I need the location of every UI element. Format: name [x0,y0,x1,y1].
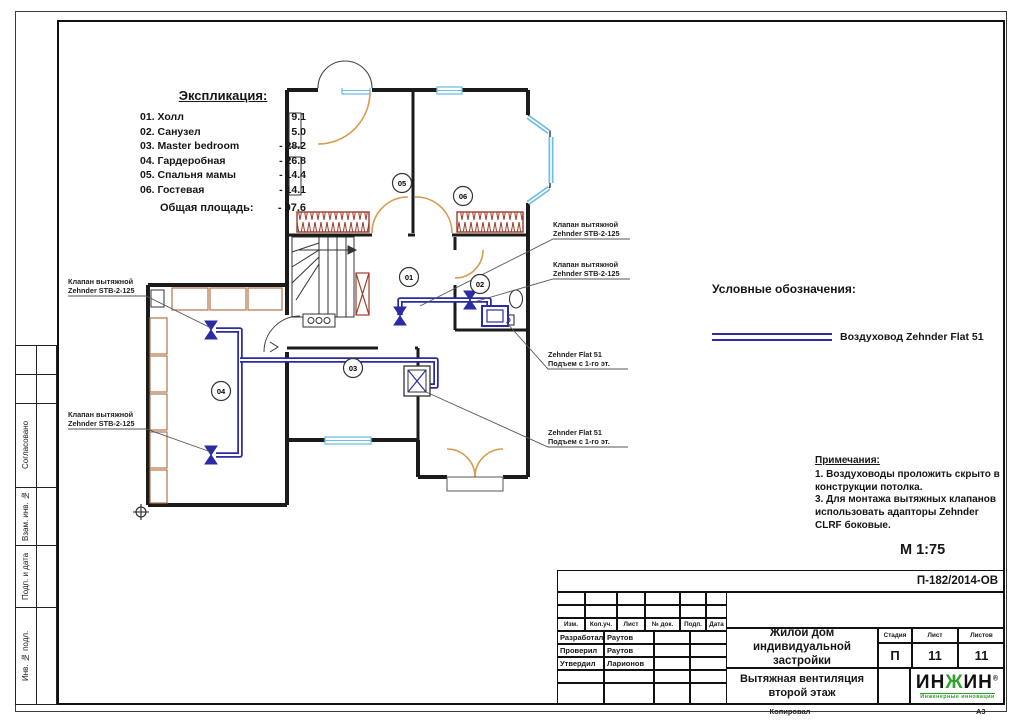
col-podp: Подп. [680,618,706,631]
doc-number: П-182/2014-ОВ [557,570,1005,592]
table-row: 05. Спальня мамы - 14.4 [140,169,306,181]
col-koluch: Кол.уч. [585,618,617,631]
riser-hall [404,366,430,396]
riser-callout: Zehnder Flat 51 [548,350,602,359]
corner-marker [133,504,149,520]
col-list: Лист [617,618,645,631]
notes-block [815,455,1001,533]
riser-callout: Zehnder Flat 51 [548,428,602,437]
sign-cell [654,631,690,644]
sign-cell [654,683,690,705]
role-label [557,683,604,705]
role-name: Раутов [604,644,654,657]
role-label: Проверил [557,644,604,657]
role-label [557,670,604,683]
table-row: 06. Гостевая - 14.1 [140,183,306,196]
room-number: 01 [404,273,414,282]
rev-cell [585,592,617,605]
riser-bathroom [482,306,508,326]
note-2: 3. Для монтажа вытяжных клапанов использовать адапторы Zehnder CLRF боковые. [815,494,997,531]
titleblock-empty-band [726,592,1005,628]
valve-callout: Клапан вытяжной [553,220,619,229]
date-cell [690,670,727,683]
stage-header: Стадия [878,628,912,643]
table-row: 01. Холл - 9.1 [140,111,306,123]
rev-cell [706,605,727,618]
rev-cell [557,592,585,605]
windows [325,87,551,444]
date-cell [690,644,727,657]
rev-cell [617,605,645,618]
rev-cell [585,605,617,618]
stage-value: П [878,643,912,668]
room-number: 02 [475,280,485,289]
svg-text:Zehnder STB-2-125: Zehnder STB-2-125 [553,269,620,278]
col-data: Дата [706,618,727,631]
role-name: Ларионов [604,657,654,670]
titleblock-small-cell [878,668,910,705]
shaft-hatched [356,273,369,315]
stamp-podp-label: Подп. и дата [21,552,30,600]
room-number: 06 [458,192,468,201]
rev-cell [617,592,645,605]
valve-icon [205,446,217,464]
sheets-header: Листов [958,628,1005,643]
notes-title: Примечания: [815,455,880,466]
sign-cell [654,657,690,670]
valve-icon [205,321,217,339]
radiators [297,212,523,232]
format-label: А3 [976,707,986,716]
object-title: Жилой дом индивидуальной застройки [726,628,878,668]
role-name: Раутов [604,631,654,644]
rev-cell [645,592,680,605]
legend-duct-label: Воздуховод Zehnder Flat 51 [840,331,984,343]
copied-label: Копировал [769,707,811,716]
drawing-title: Вытяжная вентиляция второй этаж [726,668,878,705]
role-name [604,670,654,683]
stamp-approved-label: Согласовано [21,420,30,470]
room-number: 04 [216,387,226,396]
entry-canopy-arc [318,61,372,88]
staircase [292,237,356,317]
explication-total: Общая площадь: - 97.6 [160,202,306,214]
logo-subtitle: Инженерные инновации [920,693,995,700]
legend-title: Условные обозначения: [712,282,856,296]
valve-icon [394,307,406,325]
room-number: 05 [397,179,407,188]
table-row: 03. Master bedroom - 28.2 [140,140,306,152]
col-ndok: № док. [645,618,680,631]
explication-title: Экспликация: [178,88,268,103]
door-direction-arrow [270,342,278,352]
stamp-vzam-label: Взам. инв. № [21,491,30,541]
svg-text:Подъем с 1-го эт.: Подъем с 1-го эт. [548,359,610,368]
svg-text:Zehnder STB-2-125: Zehnder STB-2-125 [68,286,135,295]
rev-cell [557,605,585,618]
svg-text:Подъем с 1-го эт.: Подъем с 1-го эт. [548,437,610,446]
date-cell [690,683,727,705]
table-row: 02. Санузел - 5.0 [140,125,306,138]
room-number: 03 [348,364,358,373]
duct-line-symbol [712,333,832,341]
col-izm: Изм. [557,618,585,631]
date-cell [690,631,727,644]
scale-label: М 1:75 [900,542,946,558]
note-1: 1. Воздуховоды проложить скрыто в конструкции потолка. [815,468,1000,493]
door-threshold [447,477,503,491]
sheet-header: Лист [912,628,958,643]
stamp-inv-label: Инв. № подл. [21,630,30,682]
sign-cell [654,644,690,657]
convector [303,314,335,327]
rev-cell [645,605,680,618]
valve-callout: Клапан вытяжной [68,277,134,286]
date-cell [690,657,727,670]
sheets-value: 11 [958,643,1005,668]
company-logo [910,668,1005,705]
explication-table [140,88,306,214]
logo-text: ИНЖИН® [915,671,1000,693]
svg-text:Zehnder STB-2-125: Zehnder STB-2-125 [68,419,135,428]
role-label: Утвердил [557,657,604,670]
valve-callout: Клапан вытяжной [68,410,134,419]
rev-cell [680,592,706,605]
valve-callout: Клапан вытяжной [553,260,619,269]
role-label: Разработал [557,631,604,644]
small-closet-box [151,290,164,307]
sign-cell [654,670,690,683]
rev-cell [706,592,727,605]
table-row: 04. Гардеробная - 26.8 [140,154,306,167]
svg-text:Zehnder STB-2-125: Zehnder STB-2-125 [553,229,620,238]
sheet-value: 11 [912,643,958,668]
role-name [604,683,654,705]
rev-cell [680,605,706,618]
